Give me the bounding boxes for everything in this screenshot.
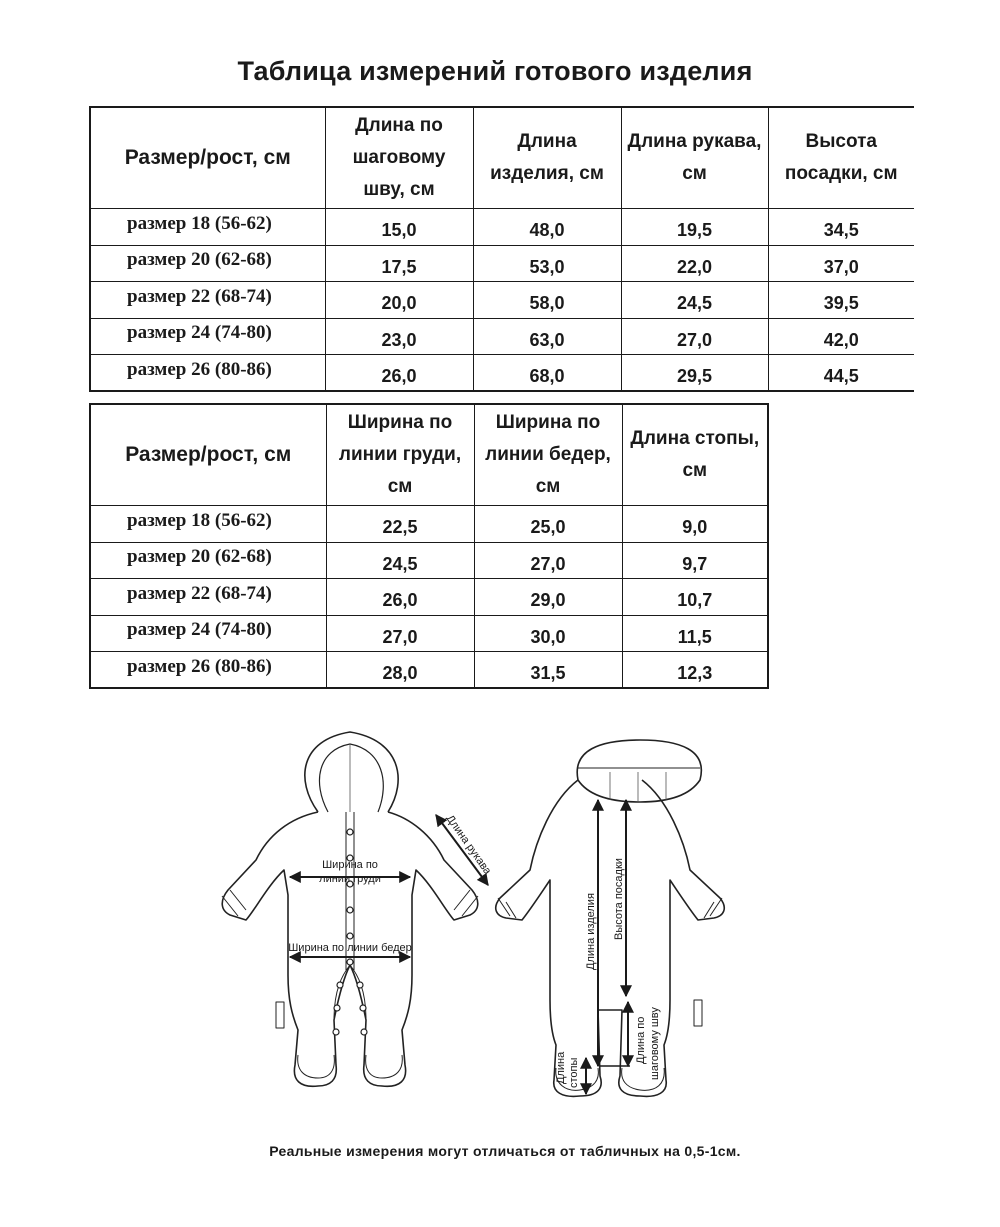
value-cell: 10,7 xyxy=(622,579,768,616)
back-view-outline xyxy=(496,740,725,1096)
column-header: Ширина по линии груди, см xyxy=(326,404,474,506)
foot-label-1: Длина xyxy=(555,1051,567,1084)
size-cell: размер 26 (80-86) xyxy=(90,652,326,689)
value-cell: 27,0 xyxy=(621,318,768,355)
size-cell: размер 22 (68-74) xyxy=(90,579,326,616)
garment-length-label: Длина изделия xyxy=(585,893,597,970)
page-title: Таблица измерений готового изделия xyxy=(237,56,753,86)
column-header: Ширина по линии бедер, см xyxy=(474,404,622,506)
size-cell: размер 24 (74-80) xyxy=(90,615,326,652)
table-row xyxy=(90,615,768,652)
value-cell: 58,0 xyxy=(473,282,621,319)
chest-label-2: линии груди xyxy=(319,873,381,885)
value-cell: 48,0 xyxy=(473,209,621,246)
value-cell: 42,0 xyxy=(768,318,914,355)
size-cell: размер 18 (56-62) xyxy=(90,209,325,246)
column-header: Длина изделия, см xyxy=(473,107,621,209)
hip-label: Ширина по линии бедер xyxy=(288,942,412,954)
value-cell: 17,5 xyxy=(325,245,473,282)
value-cell: 29,5 xyxy=(621,355,768,392)
table-header-row xyxy=(90,404,768,506)
column-header: Размер/рост, см xyxy=(90,107,325,209)
value-cell: 63,0 xyxy=(473,318,621,355)
table-row xyxy=(90,542,768,579)
table-row xyxy=(90,245,914,282)
column-header: Высота посадки, см xyxy=(768,107,914,209)
table-row xyxy=(90,506,768,543)
inseam-label-1: Длина по xyxy=(635,1016,647,1064)
measurements-table-2 xyxy=(89,403,769,689)
table-row xyxy=(90,209,914,246)
value-cell: 9,0 xyxy=(622,506,768,543)
value-cell: 19,5 xyxy=(621,209,768,246)
value-cell: 53,0 xyxy=(473,245,621,282)
value-cell: 34,5 xyxy=(768,209,914,246)
value-cell: 29,0 xyxy=(474,579,622,616)
value-cell: 26,0 xyxy=(326,579,474,616)
value-cell: 11,5 xyxy=(622,615,768,652)
value-cell: 12,3 xyxy=(622,652,768,689)
column-header: Размер/рост, см xyxy=(90,404,326,506)
value-cell: 44,5 xyxy=(768,355,914,392)
value-cell: 27,0 xyxy=(326,615,474,652)
size-cell: размер 22 (68-74) xyxy=(90,282,325,319)
table-row xyxy=(90,652,768,689)
value-cell: 37,0 xyxy=(768,245,914,282)
footnote: Реальные измерения могут отличаться от табличных на 0,5-1см. xyxy=(269,1143,741,1159)
table-row xyxy=(90,318,914,355)
table-header-row xyxy=(90,107,914,209)
sleeve-label: Длина рукава xyxy=(443,812,494,877)
chest-label-1: Ширина по xyxy=(322,859,378,871)
value-cell: 24,5 xyxy=(326,542,474,579)
size-cell: размер 24 (74-80) xyxy=(90,318,325,355)
value-cell: 31,5 xyxy=(474,652,622,689)
garment-diagram-svg xyxy=(200,720,780,1115)
inseam-label-2: шаговому шву xyxy=(649,1007,661,1080)
value-cell: 24,5 xyxy=(621,282,768,319)
value-cell: 68,0 xyxy=(473,355,621,392)
size-cell: размер 20 (62-68) xyxy=(90,542,326,579)
size-cell: размер 20 (62-68) xyxy=(90,245,325,282)
measurements-table-1 xyxy=(89,106,914,392)
value-cell: 39,5 xyxy=(768,282,914,319)
table-row xyxy=(90,282,914,319)
size-cell: размер 26 (80-86) xyxy=(90,355,325,392)
value-cell: 22,5 xyxy=(326,506,474,543)
rise-label: Высота посадки xyxy=(613,858,625,940)
column-header: Длина по шаговому шву, см xyxy=(325,107,473,209)
table-row xyxy=(90,355,914,392)
value-cell: 27,0 xyxy=(474,542,622,579)
value-cell: 30,0 xyxy=(474,615,622,652)
value-cell: 26,0 xyxy=(325,355,473,392)
column-header: Длина стопы, см xyxy=(622,404,768,506)
column-header: Длина рукава, см xyxy=(621,107,768,209)
value-cell: 22,0 xyxy=(621,245,768,282)
garment-diagram xyxy=(200,720,780,1115)
value-cell: 28,0 xyxy=(326,652,474,689)
table-row xyxy=(90,579,768,616)
size-cell: размер 18 (56-62) xyxy=(90,506,326,543)
value-cell: 9,7 xyxy=(622,542,768,579)
value-cell: 15,0 xyxy=(325,209,473,246)
value-cell: 20,0 xyxy=(325,282,473,319)
foot-label-2: стопы xyxy=(568,1057,580,1088)
value-cell: 25,0 xyxy=(474,506,622,543)
value-cell: 23,0 xyxy=(325,318,473,355)
